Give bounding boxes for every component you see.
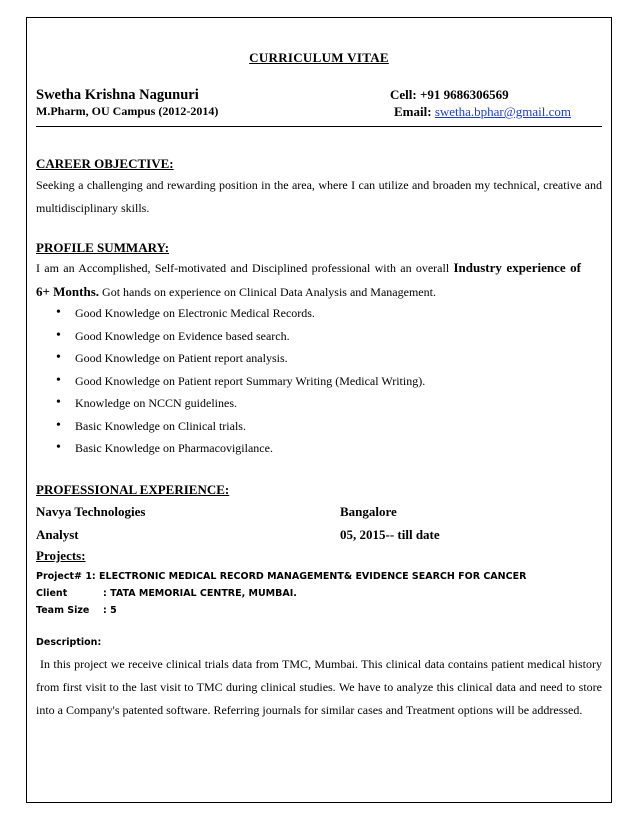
list-item: • Good Knowledge on Patient report Summary Writing (Medical Writing).: [56, 370, 425, 393]
project-description: In this project we receive clinical trials data from TMC, Mumbai. This clinical data contains patient medical history from first visit to the last visit to TMC during clinical studies. We have to analyze this clinical data and need to store into a Company's patented software. Referring journals for similar cases and Treatment options will be addressed.: [36, 657, 602, 717]
education-line: M.Pharm, OU Campus (2012-2014): [36, 104, 219, 118]
email-link[interactable]: swetha.bphar@gmail.com: [434, 104, 571, 119]
cell-number: Cell: +91 9686306569: [390, 87, 509, 102]
profile-intro-part2: Got hands on experience on Clinical Data Analysis and Management.: [99, 285, 436, 299]
career-objective-text: Seeking a challenging and rewarding position in the area, where I can utilize and broaden my technical, creative and multidisciplinary skills.: [36, 178, 602, 215]
list-item: • Knowledge on NCCN guidelines.: [56, 392, 425, 415]
team-size-value: : 5: [103, 605, 117, 616]
client-label: Client: [36, 588, 68, 599]
company-name: Navya Technologies: [36, 504, 146, 519]
team-size-label: Team Size: [36, 605, 90, 616]
projects-label: Projects:: [36, 548, 86, 563]
candidate-name: Swetha Krishna Nagunuri: [36, 87, 199, 103]
profile-intro-bold: Industry experience of 6+ Months.: [36, 260, 582, 299]
description-label: Description:: [36, 637, 102, 648]
list-item: • Good Knowledge on Evidence based search.: [56, 325, 425, 348]
list-item: • Basic Knowledge on Pharmacovigilance.: [56, 437, 425, 460]
profile-summary-heading: PROFILE SUMMARY:: [36, 240, 170, 255]
client-value: : TATA MEMORIAL CENTRE, MUMBAI.: [103, 588, 297, 599]
document-title: CURRICULUM VITAE: [249, 50, 389, 65]
email-label: Email:: [394, 104, 432, 119]
list-item: • Good Knowledge on Electronic Medical Records.: [56, 302, 425, 325]
profile-summary-intro: [36, 256, 581, 304]
project-title: Project# 1: ELECTRONIC MEDICAL RECORD MANAGEMENT& EVIDENCE SEARCH FOR CANCER: [36, 571, 527, 582]
profile-intro-part1: I am an Accomplished, Self-motivated and Disciplined professional with an overall: [36, 261, 454, 275]
header-divider: [36, 126, 602, 127]
list-item: • Basic Knowledge on Clinical trials.: [56, 415, 425, 438]
company-location: Bangalore: [340, 504, 397, 519]
job-dates: 05, 2015-- till date: [340, 527, 440, 542]
list-item: • Good Knowledge on Patient report analysis.: [56, 347, 425, 370]
email-line: [394, 104, 571, 120]
experience-heading: PROFESSIONAL EXPERIENCE:: [36, 482, 230, 497]
career-objective-heading: CAREER OBJECTIVE:: [36, 156, 174, 171]
skills-list: [56, 302, 425, 460]
job-role: Analyst: [36, 527, 79, 542]
